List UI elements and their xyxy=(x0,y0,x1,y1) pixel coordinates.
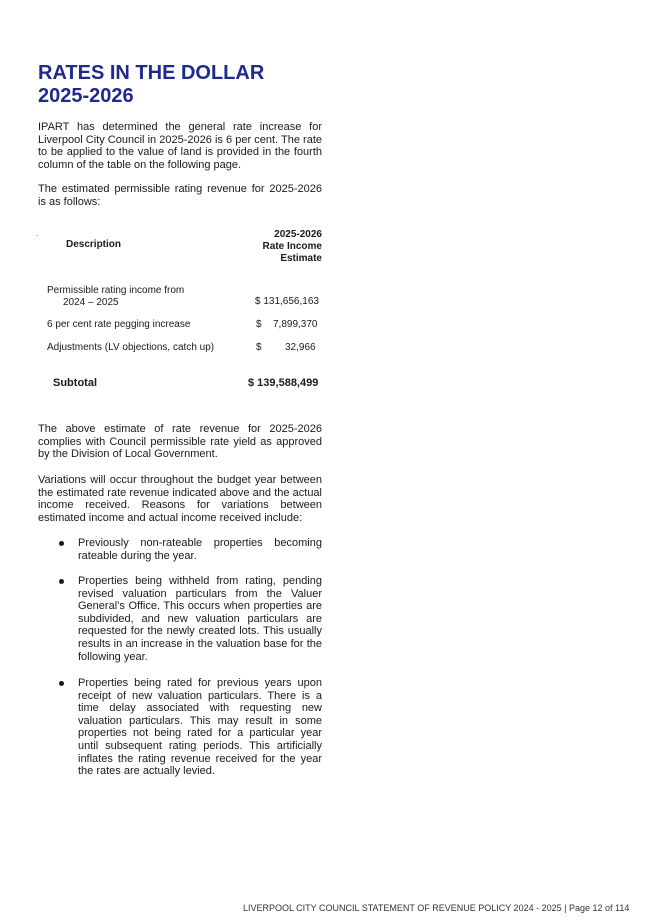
table-row-label-line2: 2024 – 2025 xyxy=(63,297,119,308)
table-header-estimate-line1: 2025-2026 xyxy=(274,229,322,240)
page-title-line1: RATES IN THE DOLLAR xyxy=(38,62,265,84)
bullet-icon xyxy=(59,579,64,584)
bullet-icon xyxy=(59,681,64,686)
table-corner-mark xyxy=(37,235,38,236)
estimate-paragraph: The estimated permissible rating revenue for 2025-2026 is as follows: xyxy=(38,183,322,208)
list-item: Properties being withheld from rating, pending revised valuation particulars from the Valuer General’s Office. This occurs when properties are subdivided, and new valuation particulars are requested for the newly created lots. This usually results in an increase in the valuation base for the following year. xyxy=(78,575,322,663)
table-row-currency: $ xyxy=(256,342,262,353)
variations-paragraph: Variations will occur throughout the budget year between the estimated rate revenue indicated above and the actual income received. Reasons for variations between estimated income and actual income received include: xyxy=(38,474,322,524)
subtotal-value: $ 139,588,499 xyxy=(248,377,319,389)
table-row-currency: $ xyxy=(256,319,262,330)
list-item: Properties being rated for previous years upon receipt of new valuation particulars. There is a time delay associated with requesting new valuation particulars. This may result in some properties not being rated for a particular year until subsequent rating periods. This artificially inflates the rating revenue received for the year the rates are actually levied. xyxy=(78,677,322,778)
page-footer: LIVERPOOL CITY COUNCIL STATEMENT OF REVENUE POLICY 2024 - 2025 | Page 12 of 114 xyxy=(243,903,630,913)
table-row-value: 32,966 xyxy=(285,342,316,353)
table-row-label xyxy=(47,319,190,331)
complies-paragraph: The above estimate of rate revenue for 2025-2026 complies with Council permissible rate yield as approved by the Division of Local Government. xyxy=(38,423,322,461)
table-row-label-line1: Adjustments (LV objections, catch up) xyxy=(47,342,215,353)
bullet-icon xyxy=(59,541,64,546)
subtotal-label: Subtotal xyxy=(53,377,97,389)
table-header-estimate-line3: Estimate xyxy=(280,253,322,264)
intro-paragraph: IPART has determined the general rate increase for Liverpool City Council in 2025-2026 is 6 per cent. The rate to be applied to the value of land is provided in the fourth column of the table on the following page. xyxy=(38,121,322,171)
table-header-estimate xyxy=(232,229,322,265)
table-header-estimate-line2: Rate Income xyxy=(262,241,322,252)
table-row-label-line1: Permissible rating income from xyxy=(47,285,185,296)
table-header-description: Description xyxy=(66,239,122,250)
table-row-label-line1: 6 per cent rate pegging increase xyxy=(47,319,191,330)
table-row-label xyxy=(47,285,184,309)
table-row-value: 7,899,370 xyxy=(273,319,318,330)
page-title-line2: 2025-2026 xyxy=(38,85,134,107)
page-title xyxy=(38,62,338,108)
table-row-value: $ 131,656,163 xyxy=(255,296,319,307)
table-row-label xyxy=(47,342,214,354)
list-item: Previously non-rateable properties becoming rateable during the year. xyxy=(78,537,322,562)
